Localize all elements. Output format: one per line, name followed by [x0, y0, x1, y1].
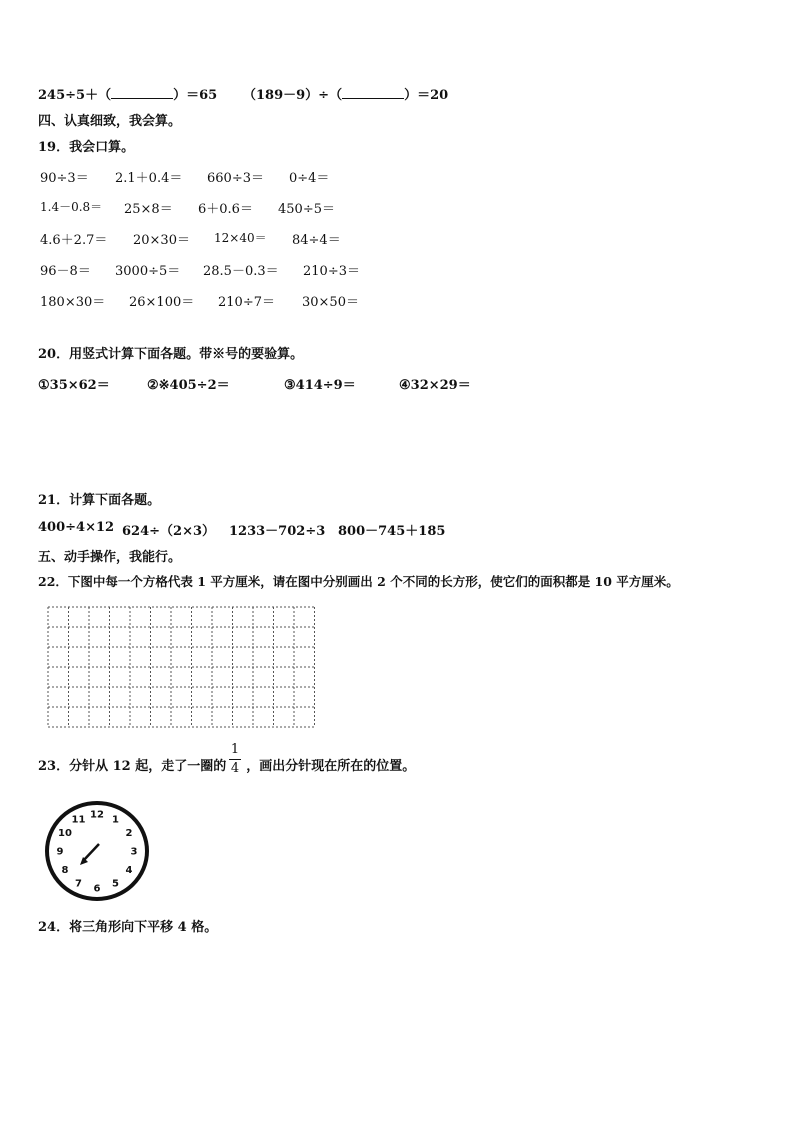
- square-grid[interactable]: [45, 604, 315, 730]
- q19-item: 3000÷5＝: [115, 264, 181, 279]
- q20-item: ②※405÷2＝: [147, 378, 230, 393]
- section-5-title: 五、动手操作，我能行。: [38, 550, 182, 565]
- section-4-title: 四、认真细致，我会算。: [38, 114, 182, 129]
- q19-item: 25×8＝: [124, 202, 173, 217]
- clock-number: 5: [112, 878, 119, 890]
- q21-item: 400÷4×12: [38, 520, 115, 535]
- clock-number: 9: [56, 846, 64, 858]
- clock-number: 2: [125, 828, 133, 839]
- q19-item: 28.5－0.3＝: [203, 264, 279, 279]
- one-quarter-fraction: 1 4: [230, 742, 240, 776]
- q20-item: ④32×29＝: [399, 378, 471, 393]
- q19-item: 180×30＝: [40, 295, 106, 310]
- q20-title: 20．用竖式计算下面各题。带※号的要验算。: [38, 347, 304, 362]
- q19-item: 4.6＋2.7＝: [40, 233, 108, 248]
- q22-title: 22．下图中每一个方格代表 1 平方厘米，请在图中分别画出 2 个不同的长方形，使它们的面积都是 10 平方厘米。: [38, 574, 679, 589]
- q20-item: ③414÷9＝: [284, 378, 356, 393]
- clock-number: 11: [71, 814, 86, 826]
- clock-number: 12: [90, 809, 104, 821]
- q20-item: ①35×62＝: [38, 378, 110, 393]
- q21-title: 21．计算下面各题。: [38, 493, 161, 508]
- clock-number: 1: [112, 814, 119, 826]
- q21-item: 1233－702÷3: [229, 524, 326, 539]
- q19-item: 20×30＝: [133, 233, 190, 248]
- q19-item: 90÷3＝: [40, 171, 89, 186]
- fill-blank-q2: （189－9）÷（ ）＝20: [243, 88, 449, 103]
- q19-item: 30×50＝: [302, 295, 359, 310]
- q19-item: 0÷4＝: [289, 171, 330, 186]
- q19-item: 96－8＝: [40, 264, 91, 279]
- q19-item: 210÷3＝: [303, 264, 360, 279]
- answer-blank-1[interactable]: [111, 86, 173, 99]
- clock-number: 3: [130, 846, 138, 858]
- fill-blank-q1: 245÷5＋（ ）＝65: [38, 88, 218, 103]
- q21-item: 624÷（2×3）: [122, 524, 216, 539]
- clock-number: 8: [61, 865, 69, 876]
- q19-item: 450÷5＝: [278, 202, 335, 217]
- q19-item: 660÷3＝: [207, 171, 264, 186]
- q19-item: 12×40＝: [214, 231, 267, 245]
- clock-face[interactable]: [43, 799, 151, 903]
- clock-number: 7: [75, 878, 82, 890]
- q19-item: 210÷7＝: [218, 295, 275, 310]
- q21-item: 800－745＋185: [338, 524, 446, 539]
- q19-item: 84÷4＝: [292, 233, 341, 248]
- clock-number: 10: [58, 828, 72, 839]
- clock-number: 4: [125, 865, 133, 876]
- answer-blank-2[interactable]: [342, 86, 404, 99]
- q19-item: 2.1＋0.4＝: [115, 171, 183, 186]
- q19-item: 6＋0.6＝: [198, 202, 253, 217]
- q23-text: 23．分针从 12 起，走了一圈的 ，画出分针现在所在的位置。: [38, 759, 416, 774]
- q19-item: 26×100＝: [129, 295, 195, 310]
- clock-number: 6: [93, 883, 101, 895]
- q19-title: 19．我会口算。: [38, 140, 135, 155]
- q19-item: 1.4－0.8＝: [40, 200, 103, 214]
- q24-title: 24．将三角形向下平移 4 格。: [38, 920, 218, 935]
